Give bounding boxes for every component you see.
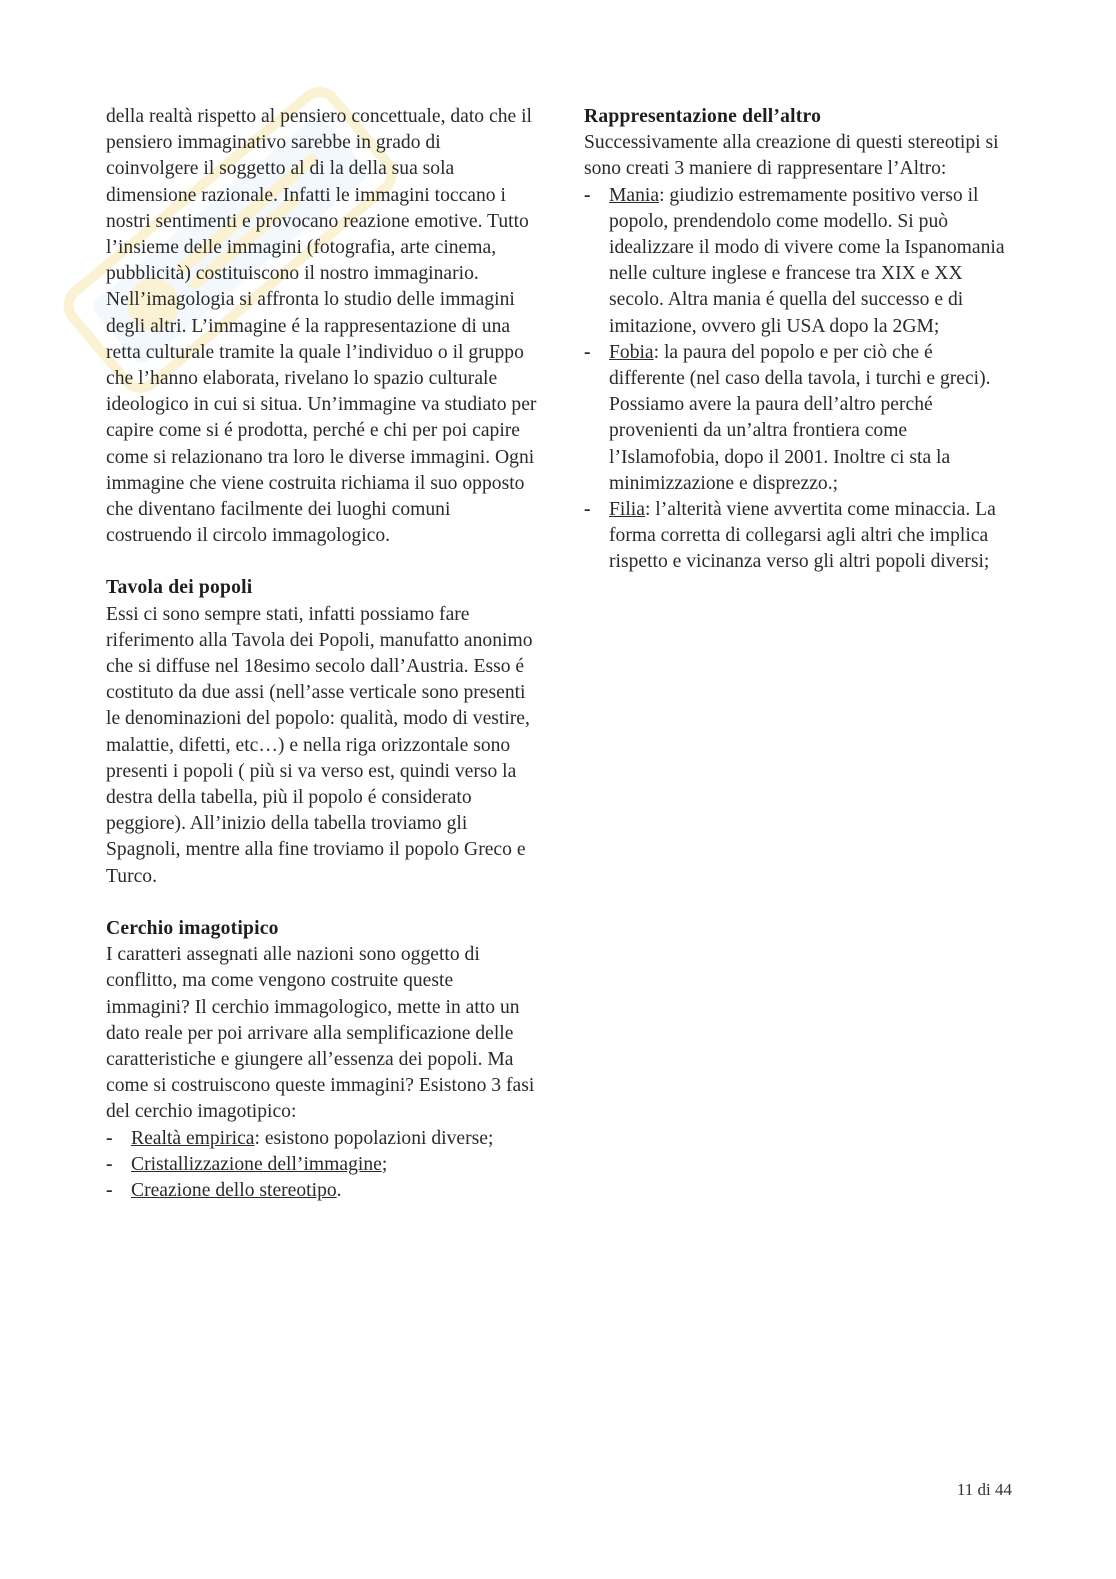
page-number: 11 di 44 bbox=[956, 1480, 1012, 1499]
list-item-term: Filia bbox=[609, 499, 645, 521]
left-column bbox=[106, 104, 538, 1204]
section-title-cerchio: Cerchio imagotipico bbox=[106, 917, 279, 939]
section-body-rappresentazione: Successivamente alla creazione di questi stereotipi si sono creati 3 maniere di rappresentare l’Altro: bbox=[584, 132, 999, 180]
list-item: - Mania: giudizio estremamente positivo verso il popolo, prendendolo come modello. Si può idealizzare il modo di vivere come la Ispanomania nelle culture inglese e francese tra XIX e XX secolo. Altra mania é quella del successo e di imitazione, ovvero gli USA dopo la 2GM; bbox=[584, 183, 1012, 340]
section-title-rappresentazione: Rappresentazione dell’altro bbox=[584, 106, 822, 127]
right-column bbox=[584, 104, 1012, 576]
list-item: - Fobia: la paura del popolo e per ciò che é differente (nel caso della tavola, i turchi e greci). Possiamo avere la paura dell’altro perché provenienti da un’altra frontiera come l’Islamofobia, dopo il 2001. Inoltre ci sta la minimizzazione e disprezzo.; bbox=[584, 340, 1012, 497]
list-item: - Creazione dello stereotipo. bbox=[106, 1178, 538, 1204]
list-item-term: Realtà empirica bbox=[131, 1127, 255, 1149]
phase-list bbox=[106, 1126, 538, 1205]
list-item: - Cristallizzazione dell’immagine; bbox=[106, 1152, 538, 1178]
list-item-term: Fobia bbox=[609, 341, 654, 363]
representation-list bbox=[584, 183, 1012, 576]
list-item-term: Cristallizzazione dell’immagine bbox=[131, 1153, 382, 1175]
section-body-cerchio: I caratteri assegnati alle nazioni sono oggetto di conflitto, ma come vengono costruite queste immagini? Il cerchio immagologico, mette in atto un dato reale per poi arrivare alla semplificazione delle caratteristiche e giungere all’essenza dei popoli. Ma come si costruiscono queste immagini? Esistono 3 fasi del cerchio imagotipico: bbox=[106, 944, 535, 1123]
section-body-tavola: Essi ci sono sempre stati, infatti possiamo fare riferimento alla Tavola dei Popoli, manufatto anonimo che si diffuse nel 18esimo secolo dall’Austria. Esso é costituto da due assi (nell’asse verticale sono presenti le denominazioni del popolo: qualità, modo di vestire, malattie, difetti, etc…) e nella riga orizzontale sono presenti i popoli ( più si va verso est, quindi verso la destra della tabella, più il popolo é considerato peggiore). All’inizio della tabella troviamo gli Spagnoli, mentre alla fine troviamo il popolo Greco e Turco. bbox=[106, 603, 533, 887]
list-item: - Realtà empirica: esistono popolazioni diverse; bbox=[106, 1126, 538, 1152]
list-item: - Filia: l’alterità viene avvertita come minaccia. La forma corretta di collegarsi agli altri che implica rispetto e vicinanza verso gli altri popoli diversi; bbox=[584, 497, 1012, 576]
section-title-tavola: Tavola dei popoli bbox=[106, 577, 253, 599]
intro-paragraph: della realtà rispetto al pensiero concettuale, dato che il pensiero immaginativo sarebbe in grado di coinvolgere il soggetto al di la della sua sola dimensione razionale. Infatti le immagini toccano i nostri sentimenti e provocano reazione emotive. Tutto l’insieme delle immagini (fotografia, arte cinema, pubblicità) costituiscono il nostro immaginario. Nell’imagologia si affronta lo studio delle immagini degli altri. L’immagine é la rappresentazione di una retta culturale tramite la quale l’individuo o il gruppo che l’hanno elaborata, rivelano lo spazio culturale ideologico in cui si situa. Un’immagine va studiato per capire come si é prodotta, perché e chi per poi capire come si relazionano tra loro le diverse immagini. Ogni immagine che viene costruita richiama il suo opposto che diventano facilmente dei luoghi comuni costruendo il circolo immagologico. bbox=[106, 106, 537, 547]
list-item-term: Mania bbox=[609, 184, 660, 206]
list-item-term: Creazione dello stereotipo bbox=[131, 1179, 337, 1201]
